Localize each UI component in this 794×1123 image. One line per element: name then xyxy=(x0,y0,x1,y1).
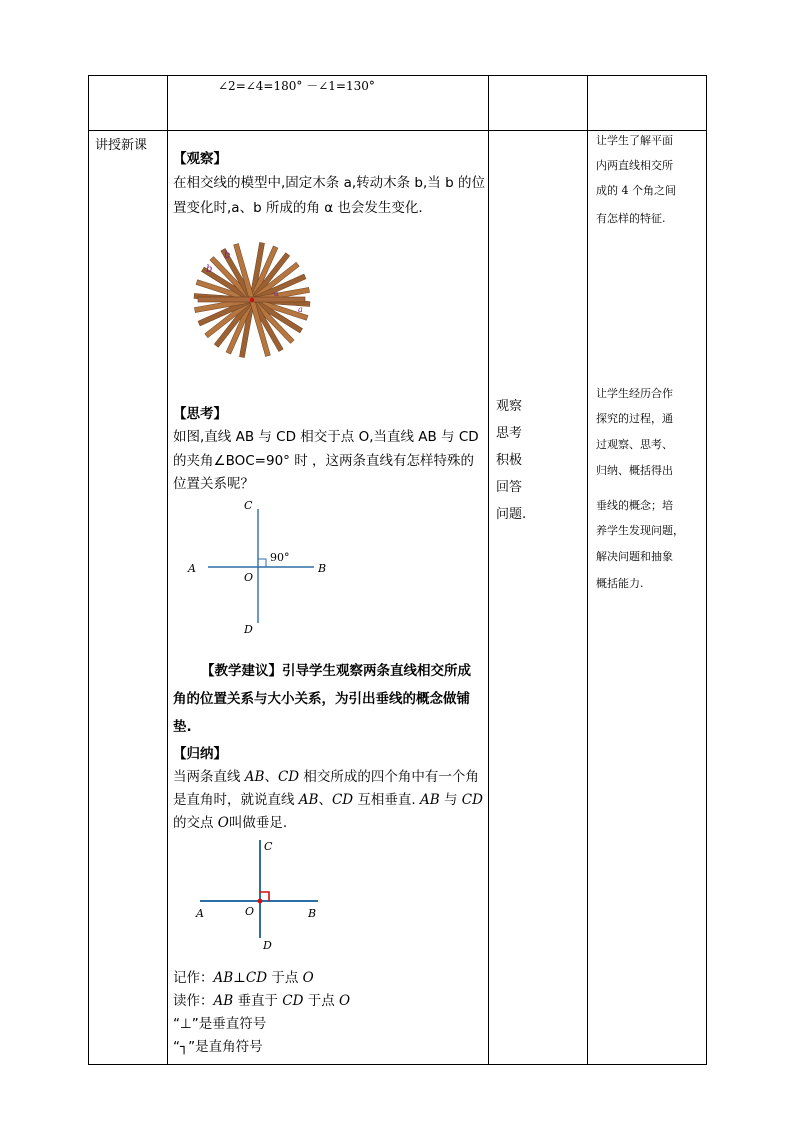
stick-b-label-2: b xyxy=(224,250,231,261)
notation-read: 读作：AB 垂直于 CD 于点 O xyxy=(173,993,351,1009)
table-col-divider-1 xyxy=(167,75,168,1065)
design-intent-2-line-4: 归纳、概括得出 xyxy=(596,464,673,477)
think-heading: 【思考】 xyxy=(173,406,227,422)
observe-text-line-2: 置变化时,a、b 所成的角 α 也会发生变化. xyxy=(173,200,423,216)
perpendicular-symbol-note: “⊥”是垂直符号 xyxy=(173,1016,267,1032)
section-label: 讲授新课 xyxy=(95,138,148,153)
student-activity-5: 问题. xyxy=(496,507,527,522)
design-intent-2-line-3: 过观察、思考、 xyxy=(596,438,673,451)
notation-write: 记作：AB⊥CD 于点 O xyxy=(173,970,314,986)
foot-point xyxy=(258,899,263,904)
summary-line-2: 是直角时，就说直线 AB、CD 互相垂直. AB 与 CD xyxy=(173,792,483,808)
student-activity-1: 观察 xyxy=(496,399,523,414)
point-c-label: C xyxy=(264,840,273,853)
design-intent-2-line-5: 垂线的概念；培 xyxy=(596,499,673,512)
point-b-label: B xyxy=(308,907,317,920)
suggestion-line-3: 垫. xyxy=(173,719,192,735)
stick-a-label: a xyxy=(298,305,303,314)
point-d-label: D xyxy=(244,623,253,636)
design-intent-1-line-2: 内两直线相交所 xyxy=(596,159,673,172)
summary-line-1: 当两条直线 AB、CD 相交所成的四个角中有一个角 xyxy=(173,769,479,785)
stick-b-label-1: b xyxy=(206,264,213,275)
table-left-border xyxy=(88,75,89,1065)
point-a-label: A xyxy=(188,562,196,575)
observe-text-line-1: 在相交线的模型中,固定木条 a,转动木条 b,当 b 的位 xyxy=(173,175,485,191)
think-text-line-1: 如图,直线 AB 与 CD 相交于点 O,当直线 AB 与 CD xyxy=(173,429,479,445)
table-top-border xyxy=(88,75,707,76)
student-activity-2: 思考 xyxy=(496,426,523,441)
suggestion-line-1: 【教学建议】引导学生观察两条直线相交所成 xyxy=(201,663,471,679)
angle-90-label: 90° xyxy=(270,551,290,564)
rotating-sticks-figure xyxy=(190,240,315,360)
table-bottom-border xyxy=(88,1064,707,1065)
alpha-label: α xyxy=(274,290,279,298)
think-text-line-2: 的夹角∠BOC=90° 时 ，这两条直线有怎样特殊的 xyxy=(173,453,475,469)
observe-heading: 【观察】 xyxy=(173,151,227,167)
design-intent-2-line-8: 概括能力. xyxy=(596,577,644,590)
point-o-label: O xyxy=(245,905,255,918)
point-o-label: O xyxy=(244,571,254,584)
design-intent-1-line-4: 有怎样的特征. xyxy=(596,212,666,225)
point-b-label: B xyxy=(318,562,327,575)
student-activity-4: 回答 xyxy=(496,480,523,495)
summary-line-3: 的交点 O叫做垂足. xyxy=(173,815,288,831)
design-intent-2-line-7: 解决问题和抽象 xyxy=(596,550,673,563)
right-angle-mark xyxy=(258,559,266,567)
top-row-formula: ∠2=∠4=180° －∠1=130° xyxy=(218,79,375,93)
perpendicular-lines-figure xyxy=(190,838,330,956)
table-col-divider-2 xyxy=(488,75,489,1065)
pivot-point xyxy=(250,298,254,302)
summary-heading: 【归纳】 xyxy=(173,746,227,762)
design-intent-1-line-1: 让学生了解平面 xyxy=(596,134,673,147)
design-intent-1-line-3: 成的 4 个角之间 xyxy=(596,184,676,197)
design-intent-2-line-2: 探究的过程，通 xyxy=(596,412,673,425)
point-d-label: D xyxy=(263,939,272,952)
suggestion-line-2: 角的位置关系与大小关系，为引出垂线的概念做铺 xyxy=(173,691,470,707)
right-angle-symbol-note: “┐”是直角符号 xyxy=(173,1039,263,1055)
point-c-label: C xyxy=(244,499,253,512)
intersecting-lines-figure xyxy=(180,495,340,640)
design-intent-2-line-1: 让学生经历合作 xyxy=(596,387,673,400)
point-a-label: A xyxy=(196,907,204,920)
design-intent-2-line-6: 养学生发现问题， xyxy=(596,524,684,537)
think-text-line-3: 位置关系呢？ xyxy=(173,476,254,492)
table-col-divider-3 xyxy=(587,75,588,1065)
student-activity-3: 积极 xyxy=(496,453,523,468)
